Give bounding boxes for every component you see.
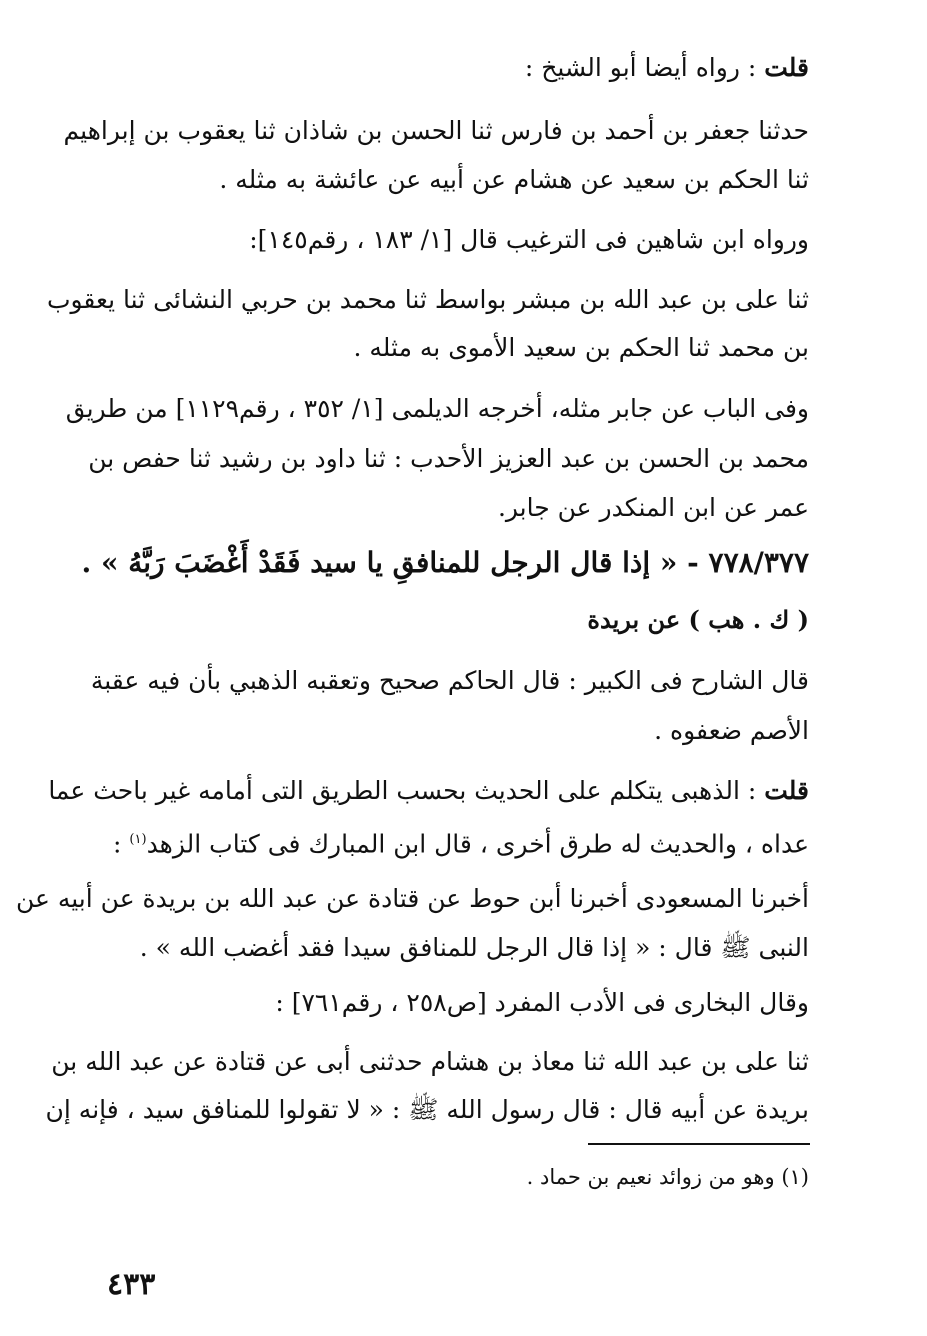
footnote-divider — [588, 1143, 810, 1145]
text-line: النبى ﷺ قال : « إذا قال الرجل للمنافق سيدا فقد أغضب الله » . — [139, 933, 809, 962]
text-line: قال الشارح فى الكبير : قال الحاكم صحيح وتعقبه الذهبي بأن فيه عقبة — [90, 666, 809, 695]
line-text: : رواه أيضا أبو الشيخ : — [524, 53, 765, 82]
hadith-heading: ٧٧٨/٣٧٧ - « إذا قال الرجل للمنافقِ يا سيد فَقَدْ أَغْضَبَ رَبَّهُ » . — [81, 546, 809, 579]
qultu-label: قلت — [764, 53, 809, 82]
qultu-label: قلت — [764, 776, 809, 805]
footnote: (١) وهو من زوائد نعيم بن حماد . — [526, 1165, 809, 1189]
line-text: : — [113, 829, 130, 859]
page-number: ٤٣٣ — [107, 1267, 156, 1302]
text-line: بريدة عن أبيه قال : قال رسول الله ﷺ : « لا تقولوا للمنافق سيد ، فإنه إن — [45, 1095, 809, 1124]
text-line — [113, 824, 809, 860]
text-line — [48, 775, 809, 807]
text-line: عمر عن ابن المنكدر عن جابر. — [497, 493, 809, 522]
line-text: عداه ، والحديث له طرق أخرى ، قال ابن المبارك فى كتاب الزهد — [146, 829, 809, 859]
text-line: وقال البخارى فى الأدب المفرد [ص٢٥٨ ، رقم٧٦١] : — [275, 988, 809, 1017]
text-line: بن محمد ثنا الحكم بن سعيد الأموى به مثله . — [353, 333, 809, 362]
line-text: : الذهبى يتكلم على الحديث بحسب الطريق التى أمامه غير باحث عما — [48, 776, 765, 805]
text-line: الأصم ضعفوه . — [654, 716, 809, 745]
text-line: ورواه ابن شاهين فى الترغيب قال [١/ ١٨٣ ، رقم١٤٥]: — [249, 225, 809, 254]
text-line: ثنا الحكم بن سعيد عن هشام عن أبيه عن عائشة به مثله . — [219, 165, 809, 194]
text-line — [117, 52, 809, 84]
text-line: حدثنا جعفر بن أحمد بن فارس ثنا الحسن بن شاذان ثنا يعقوب بن إبراهيم — [63, 116, 809, 145]
text-line: أخبرنا المسعودى أخبرنا أبن حوط عن قتادة عن عبد الله بن بريدة عن أبيه عن — [15, 884, 809, 913]
text-line: محمد بن الحسن بن عبد العزيز الأحدب : ثنا داود بن رشيد ثنا حفص بن — [88, 444, 809, 473]
text-line: ثنا على بن عبد الله ثنا معاذ بن هشام حدثنى أبى عن قتادة عن عبد الله بن — [51, 1047, 809, 1076]
hadith-source: ( ك . هب ) عن بريدة — [587, 605, 809, 634]
text-line: وفى الباب عن جابر مثله، أخرجه الديلمى [١/ ٣٥٢ ، رقم١١٢٩] من طريق — [65, 394, 809, 423]
text-line: ثنا على بن عبد الله بن مبشر بواسط ثنا محمد بن حربي النشائى ثنا يعقوب — [46, 285, 809, 314]
footnote-marker: (١) — [129, 832, 147, 847]
